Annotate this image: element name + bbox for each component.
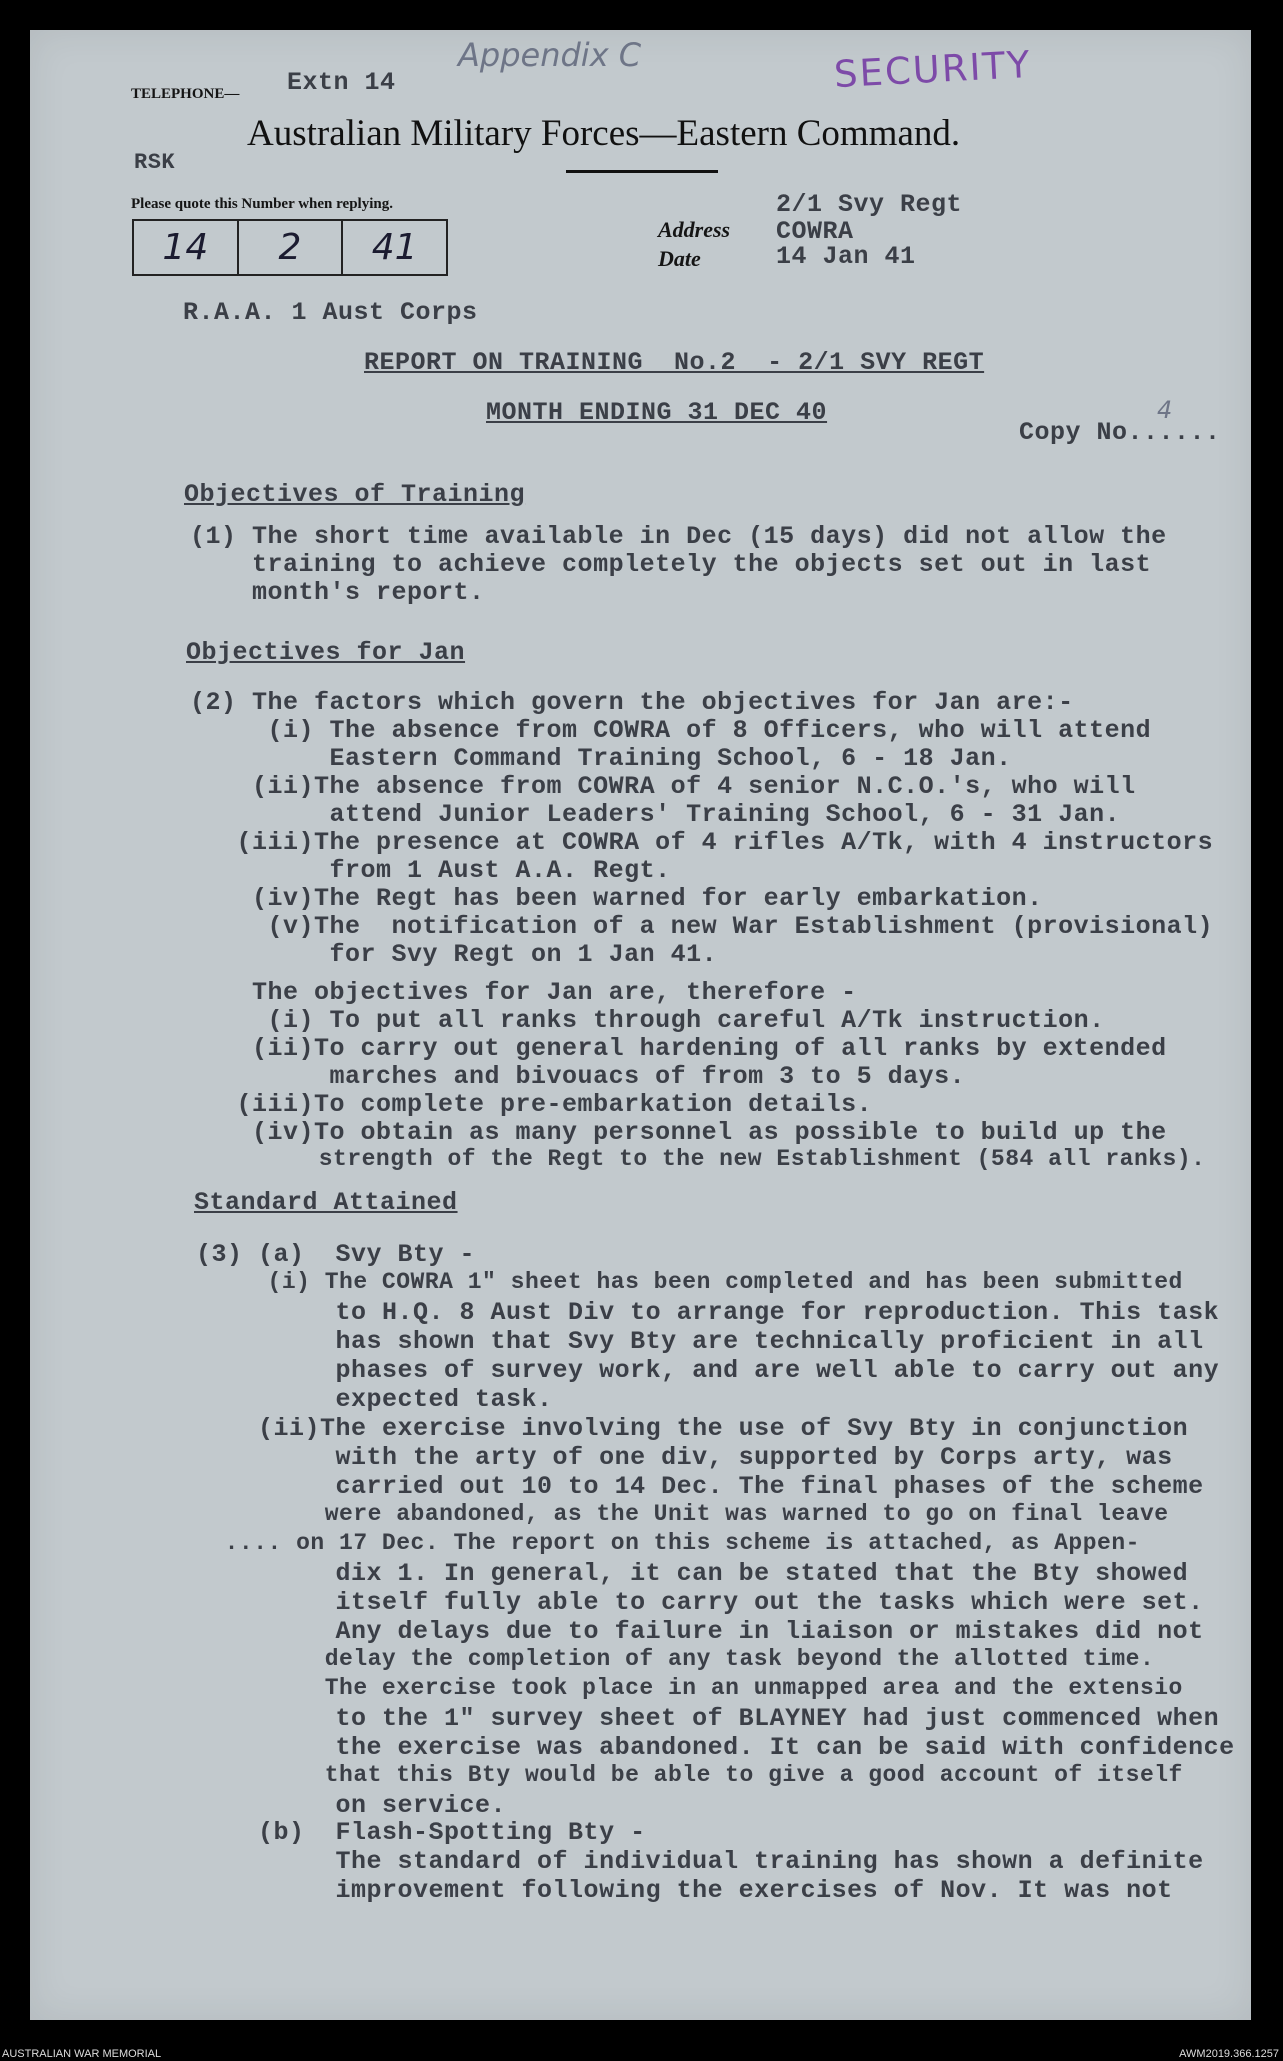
text-line: dix 1. In general, it can be stated that the Bty showed (196, 1559, 1189, 1588)
section-heading-objectives-training: Objectives of Training (184, 480, 526, 509)
text-line: (v)The notification of a new War Establishment (provisional) (190, 912, 1214, 941)
paragraph-3a-svy-bty (196, 1240, 1235, 1820)
text-line: delay the completion of any task beyond the allotted time. (196, 1646, 1155, 1672)
footer-accession-number: AWM2019.366.1257 (1179, 2048, 1279, 2060)
date-label: Date (658, 246, 701, 271)
letterhead-title: Australian Military Forces—Eastern Command. (247, 113, 961, 154)
appendix-handwritten: Appendix C (458, 36, 642, 74)
text-line: has shown that Svy Bty are technically proficient in all (196, 1327, 1204, 1356)
telephone-label: TELEPHONE— (131, 86, 240, 102)
paragraph-3 (190, 978, 1205, 1174)
ref-number-2: 2 (239, 221, 344, 274)
text-line: (ii)To carry out general hardening of all ranks by extended (190, 1034, 1167, 1063)
text-line: that this Bty would be able to give a good account of itself (196, 1762, 1183, 1788)
text-line: the exercise was abandoned. It can be said with confidence (196, 1733, 1235, 1762)
text-line: itself fully able to carry out the tasks which were set. (196, 1588, 1204, 1617)
section-heading-objectives-jan: Objectives for Jan (186, 638, 466, 667)
text-line: The objectives for Jan are, therefore - (190, 978, 857, 1007)
text-line: to the 1" survey sheet of BLAYNEY had just commenced when (196, 1704, 1220, 1733)
text-line: The exercise took place in an unmapped area and the extensio (196, 1675, 1183, 1701)
text-line: (i) The COWRA 1" sheet has been completed and has been submitted (196, 1269, 1183, 1295)
text-line: (1) The short time available in Dec (15 days) did not allow the (190, 522, 1167, 551)
text-line: attend Junior Leaders' Training School, 6 - 31 Jan. (190, 800, 1121, 829)
rsk-initials: RSK (134, 150, 176, 175)
security-stamp: SECURITY (833, 42, 1033, 97)
unit-name: 2/1 Svy Regt (776, 190, 963, 219)
text-line: improvement following the exercises of Nov. It was not (196, 1876, 1173, 1905)
copy-number-handwritten: 4 (1157, 396, 1173, 424)
title-underline (566, 170, 718, 173)
text-line: on service. (196, 1791, 507, 1820)
text-line: (b) Flash-Spotting Bty - (196, 1818, 646, 1847)
text-line: Any delays due to failure in liaison or mistakes did not (196, 1617, 1204, 1646)
section-heading-standard-attained: Standard Attained (194, 1188, 458, 1217)
text-line: (iv)The Regt has been warned for early embarkation. (190, 884, 1043, 913)
text-line: (2) The factors which govern the objectives for Jan are:- (190, 688, 1074, 717)
text-line: (i) The absence from COWRA of 8 Officers, who will attend (190, 716, 1152, 745)
text-line: (ii)The absence from COWRA of 4 senior N.C.O.'s, who will (190, 772, 1136, 801)
text-line: expected task. (196, 1385, 553, 1414)
text-line: (ii)The exercise involving the use of Svy Bty in conjunction (196, 1414, 1189, 1443)
extension-number: Extn 14 (287, 68, 396, 97)
text-line: month's report. (190, 578, 485, 607)
quote-number-instruction: Please quote this Number when replying. (131, 196, 393, 212)
text-line: training to achieve completely the objects set out in last (190, 550, 1152, 579)
ref-number-1: 14 (134, 221, 239, 274)
text-line: strength of the Regt to the new Establishment (584 all ranks). (190, 1146, 1206, 1172)
date-value: 14 Jan 41 (776, 242, 916, 271)
text-line: for Svy Regt on 1 Jan 41. (190, 940, 718, 969)
paragraph-1 (190, 522, 1167, 606)
text-line: with the arty of one div, supported by Corps arty, was (196, 1443, 1173, 1472)
text-line: to H.Q. 8 Aust Div to arrange for reproduction. This task (196, 1298, 1220, 1327)
report-title: REPORT ON TRAINING No.2 - 2/1 SVY REGT (364, 348, 985, 377)
footer-credit: AUSTRALIAN WAR MEMORIAL (2, 2048, 162, 2060)
copy-number: Copy No...... (1019, 418, 1221, 447)
ref-number-3: 41 (371, 227, 418, 268)
text-line: carried out 10 to 14 Dec. The final phases of the scheme (196, 1472, 1204, 1501)
text-line: marches and bivouacs of from 3 to 5 days. (190, 1062, 966, 1091)
address-label: Address (658, 217, 731, 242)
text-line: (i) To put all ranks through careful A/Tk instruction. (190, 1006, 1105, 1035)
month-ending: MONTH ENDING 31 DEC 40 (486, 398, 828, 427)
text-line: (iii)To complete pre-embarkation details. (190, 1090, 873, 1119)
recipient: R.A.A. 1 Aust Corps (183, 298, 478, 327)
text-line: (3) (a) Svy Bty - (196, 1240, 476, 1269)
reference-number-box (132, 219, 448, 276)
text-line: from 1 Aust A.A. Regt. (190, 856, 671, 885)
text-line: (iii)The presence at COWRA of 4 rifles A/Tk, with 4 instructors (190, 828, 1214, 857)
text-line: (iv)To obtain as many personnel as possible to build up the (190, 1118, 1167, 1147)
paragraph-3b-flash-spotting (196, 1818, 1204, 1905)
address-value: COWRA (776, 217, 854, 246)
text-line: Eastern Command Training School, 6 - 18 Jan. (190, 744, 1012, 773)
text-line: were abandoned, as the Unit was warned to go on final leave (196, 1501, 1169, 1527)
text-line: The standard of individual training has shown a definite (196, 1847, 1204, 1876)
paragraph-2 (190, 688, 1213, 968)
text-line: .... on 17 Dec. The report on this scheme is attached, as Appen- (196, 1530, 1140, 1556)
text-line: phases of survey work, and are well able to carry out any (196, 1356, 1220, 1385)
